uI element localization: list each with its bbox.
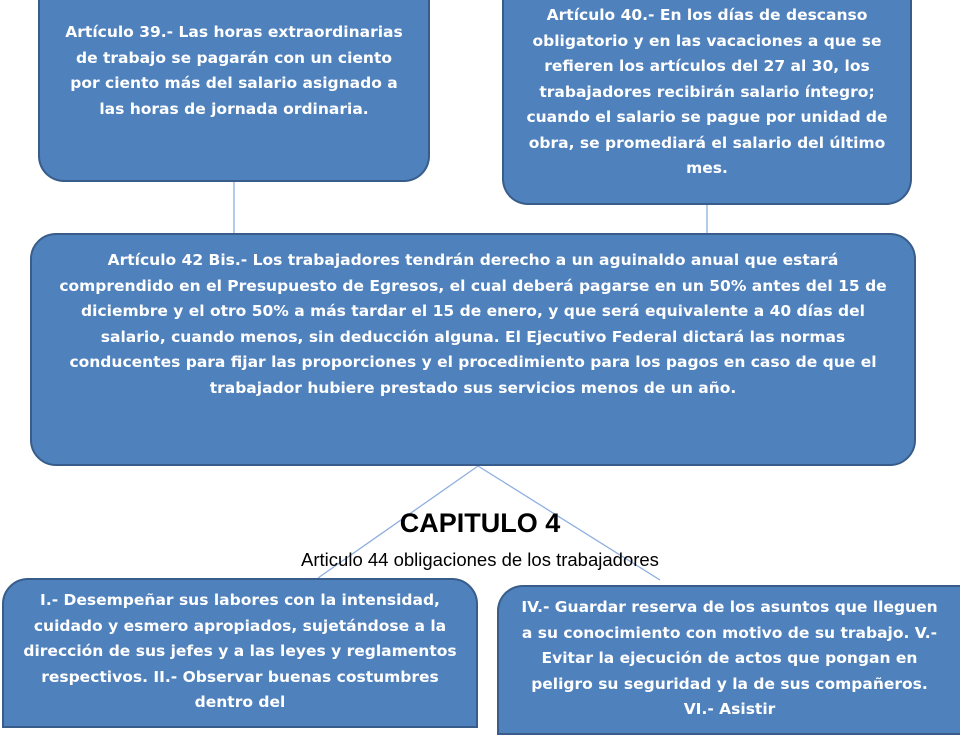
- obligation-left-box: [2, 578, 478, 728]
- obligation-right-text: IV.- Guardar reserva de los asuntos que lleguen a su conocimiento con motivo de su trabajo. V.- Evitar la ejecución de actos que pongan en peligro su seguridad y la de sus compañeros. VI.- Asistir: [521, 598, 938, 718]
- article-40-text: Artículo 40.- En los días de descanso obligatorio y en las vacaciones a que se refieren los artículos del 27 al 30, los trabajadores recibirán salario íntegro; cuando el salario se pague por unidad de obra, se promediará el salario del último mes.: [526, 6, 888, 177]
- article-42-bis-box: [30, 233, 916, 466]
- article-42-bis-text: Artículo 42 Bis.- Los trabajadores tendrán derecho a un aguinaldo anual que estará comprendido en el Presupuesto de Egresos, el cual deberá pagarse en un 50% antes del 15 de diciembre y el otro 50% a más tardar el 15 de enero, y que será equivalente a 40 días del salario, cuando menos, sin deducción alguna. El Ejecutivo Federal dictará las normas conducentes para fijar las proporciones y el procedimiento para los pagos en caso de que el trabajador hubiere prestado sus servicios menos de un año.: [59, 251, 887, 397]
- article-40-box: [502, 0, 912, 205]
- obligation-left-text: I.- Desempeñar sus labores con la intensidad, cuidado y esmero apropiados, sujetándose a la dirección de sus jefes y a las leyes y reglamentos respectivos. II.- Observar buenas costumbres dentro del: [23, 591, 457, 711]
- article-39-box: [38, 0, 430, 182]
- chapter-subtitle: Articulo 44 obligaciones de los trabajadores: [301, 549, 659, 570]
- article-39-text: Artículo 39.- Las horas extraordinarias de trabajo se pagarán con un ciento por ciento más del salario asignado a las horas de jornada ordinaria.: [65, 23, 403, 118]
- obligation-right-box: [497, 585, 960, 735]
- chapter-title: CAPITULO 4: [399, 508, 561, 538]
